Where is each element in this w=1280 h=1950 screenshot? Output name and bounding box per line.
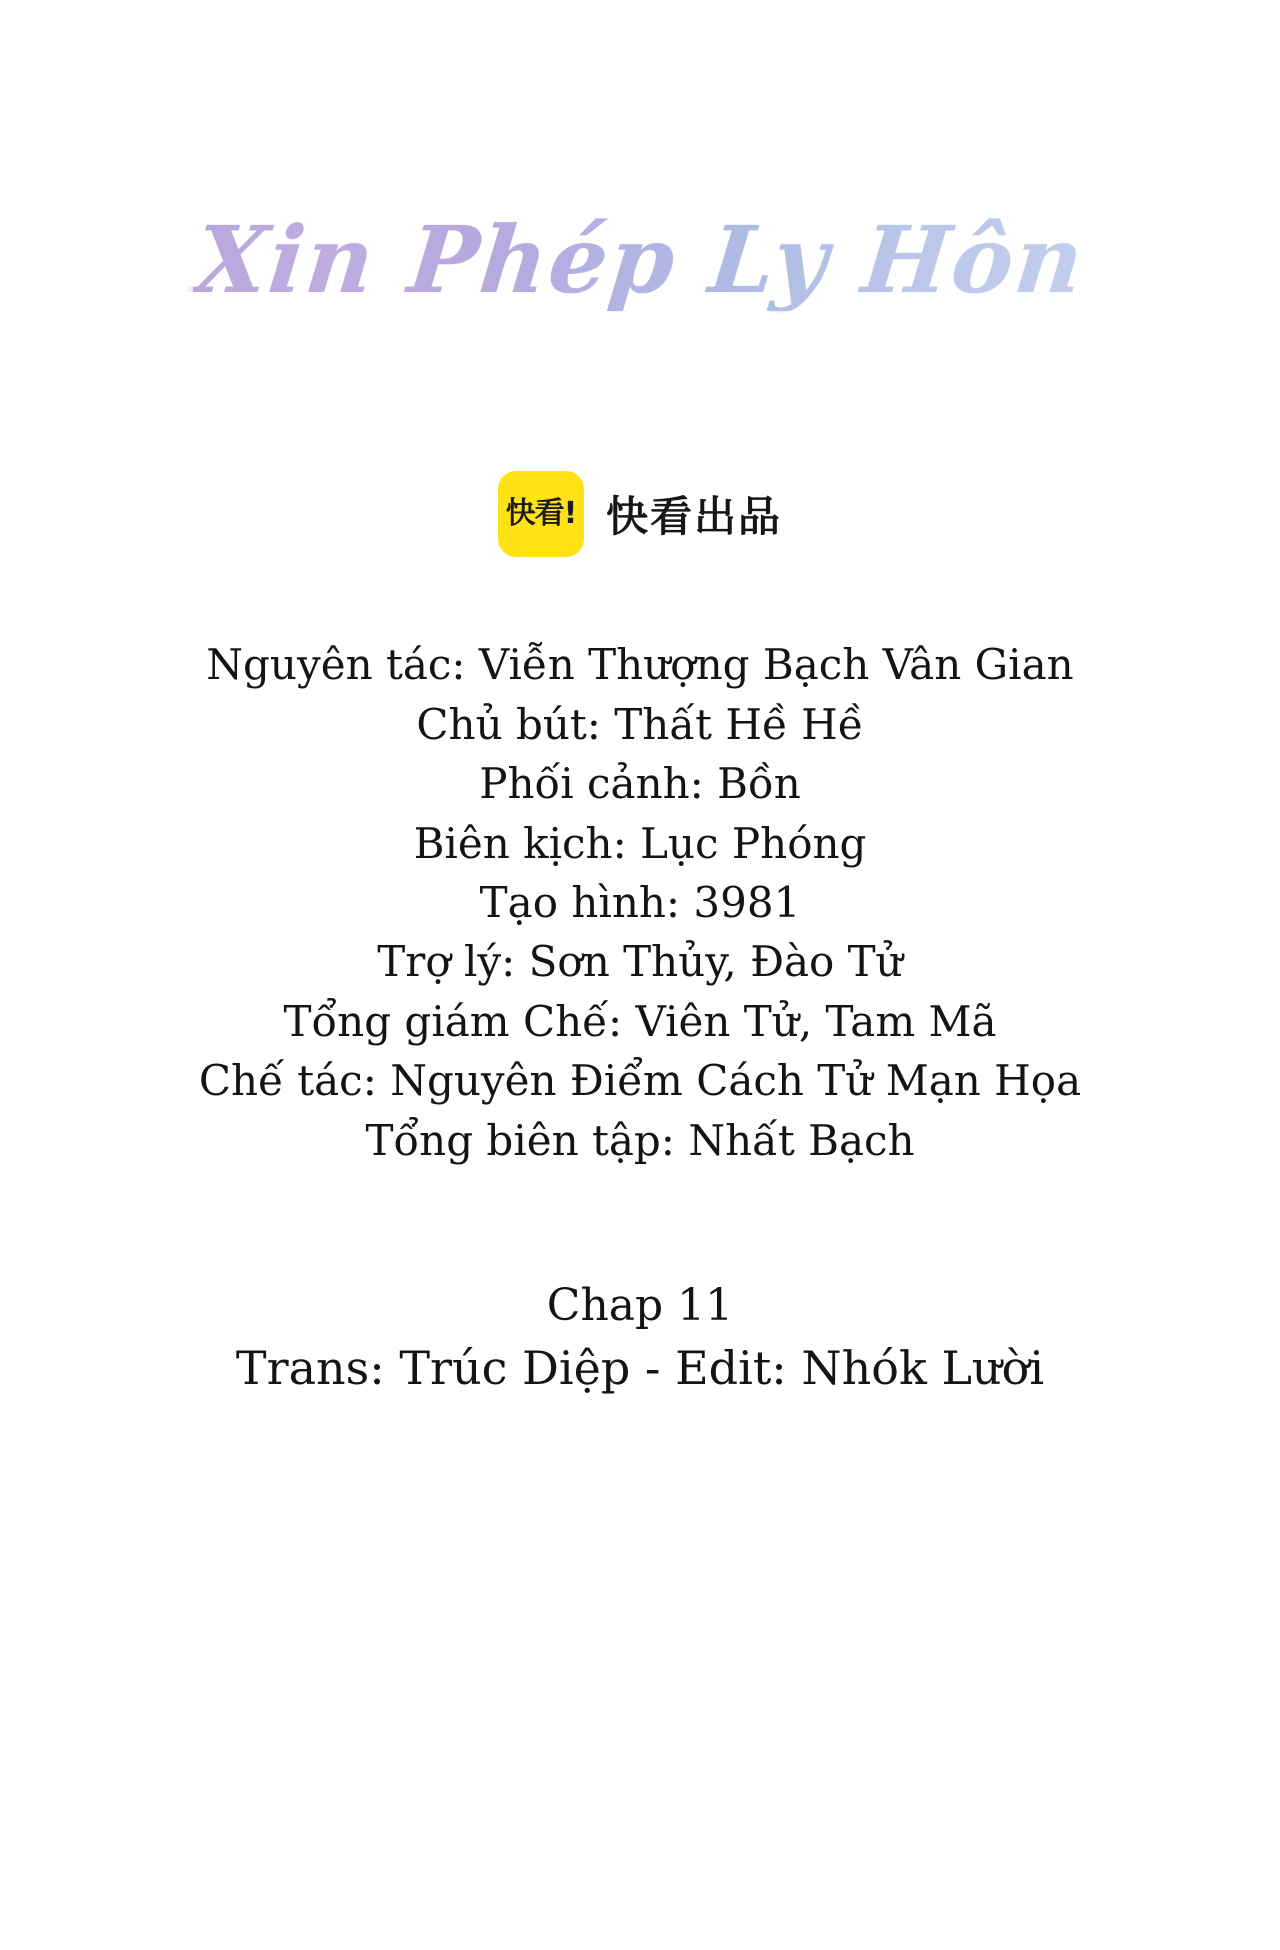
credit-line: Tổng giám Chế: Viên Tử, Tam Mã bbox=[283, 996, 997, 1046]
kuaikan-logo-icon: 快看! bbox=[498, 471, 584, 557]
publisher-row bbox=[498, 471, 782, 557]
credit-line: Chủ bút: Thất Hề Hề bbox=[416, 699, 864, 749]
page-title: Xin Phép Ly Hôn bbox=[190, 206, 1090, 314]
credit-line: Nguyên tác: Viễn Thượng Bạch Vân Gian bbox=[206, 640, 1074, 690]
translation-team-label: Trans: Trúc Diệp - Edit: Nhók Lười bbox=[235, 1341, 1045, 1396]
title-block bbox=[0, 206, 1280, 314]
credit-line: Trợ lý: Sơn Thủy, Đào Tử bbox=[377, 937, 903, 987]
credit-line: Biên kịch: Lục Phóng bbox=[413, 818, 867, 868]
credit-line: Tổng biên tập: Nhất Bạch bbox=[365, 1115, 915, 1165]
chapter-block bbox=[0, 1280, 1280, 1395]
credits-list bbox=[0, 637, 1280, 1168]
credit-line: Chế tác: Nguyên Điểm Cách Tử Mạn Họa bbox=[198, 1056, 1082, 1106]
chapter-label: Chap 11 bbox=[546, 1280, 734, 1332]
credit-line: Tạo hình: 3981 bbox=[479, 877, 801, 927]
credit-line: Phối cảnh: Bồn bbox=[479, 759, 801, 809]
publisher-label: 快看出品 bbox=[605, 492, 782, 542]
